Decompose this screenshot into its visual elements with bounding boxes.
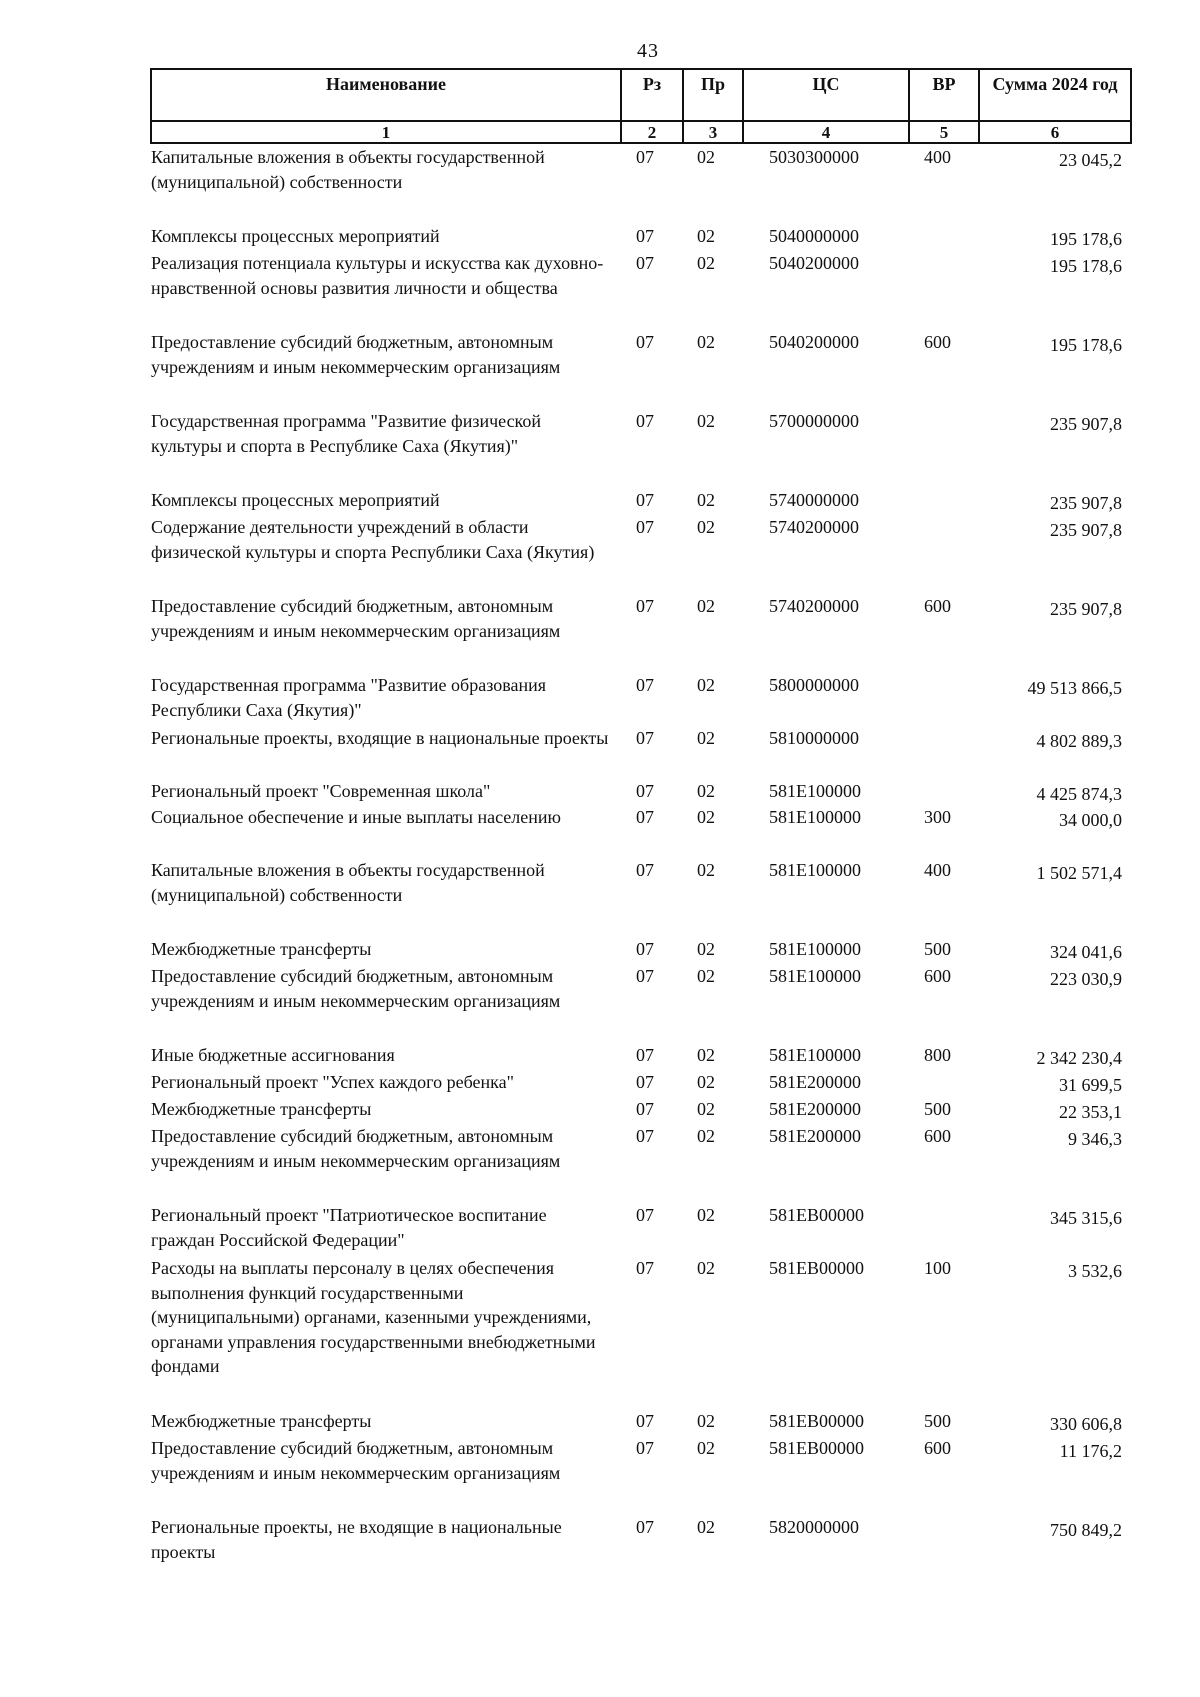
row-cs: 581E200000: [769, 1072, 861, 1092]
row-cs: 581E200000: [769, 1126, 861, 1146]
header-num-5: 5: [909, 121, 979, 143]
row-sum: 22 353,1: [1059, 1102, 1122, 1122]
row-name: Региональные проекты, не входящие в национальные проекты: [151, 1517, 562, 1562]
header-num-1: 1: [151, 121, 621, 143]
row-cs: 5040000000: [769, 226, 859, 246]
row-name: Комплексы процессных мероприятий: [151, 490, 440, 510]
header-vr: ВР: [909, 69, 979, 121]
row-sum: 223 030,9: [1050, 969, 1122, 989]
row-cs: 581E100000: [769, 939, 861, 959]
row-rz: 07: [636, 728, 654, 748]
row-rz: 07: [636, 1126, 654, 1146]
row-vr: 100: [924, 1258, 951, 1278]
row-cs: 581EB00000: [769, 1205, 865, 1225]
row-vr: 500: [924, 1411, 951, 1431]
row-rz: 07: [636, 939, 654, 959]
row-sum: 324 041,6: [1050, 942, 1122, 962]
row-cs: 581E200000: [769, 1099, 861, 1119]
row-sum: 235 907,8: [1050, 414, 1122, 434]
row-sum: 4 802 889,3: [1036, 731, 1122, 751]
row-sum: 750 849,2: [1050, 1520, 1122, 1540]
row-pr: 02: [697, 1126, 715, 1146]
row-name: Предоставление субсидий бюджетным, автономным учреждениям и иным некоммерческим организациям: [151, 1438, 561, 1483]
row-rz: 07: [636, 1517, 654, 1537]
header-cs: ЦС: [743, 69, 909, 121]
row-sum: 235 907,8: [1050, 520, 1122, 540]
row-cs: 5740200000: [769, 517, 859, 537]
row-rz: 07: [636, 1045, 654, 1065]
row-cs: 5810000000: [769, 728, 859, 748]
row-pr: 02: [697, 1099, 715, 1119]
row-name: Иные бюджетные ассигнования: [151, 1045, 395, 1065]
header-name: Наименование: [151, 69, 621, 121]
row-sum: 195 178,6: [1050, 335, 1122, 355]
row-name: Капитальные вложения в объекты государственной (муниципальной) собственности: [151, 860, 545, 905]
row-vr: 400: [924, 147, 951, 167]
row-rz: 07: [636, 966, 654, 986]
row-rz: 07: [636, 1205, 654, 1225]
header-num-3: 3: [683, 121, 743, 143]
row-vr: 300: [924, 807, 951, 827]
row-sum: 34 000,0: [1059, 810, 1122, 830]
row-sum: 4 425 874,3: [1036, 784, 1122, 804]
row-vr: 600: [924, 1126, 951, 1146]
row-name: Содержание деятельности учреждений в области физической культуры и спорта Республики Саха (Якутия): [151, 517, 595, 562]
row-rz: 07: [636, 226, 654, 246]
row-rz: 07: [636, 253, 654, 273]
row-pr: 02: [697, 411, 715, 431]
row-pr: 02: [697, 517, 715, 537]
row-rz: 07: [636, 332, 654, 352]
row-name: Расходы на выплаты персоналу в целях обеспечения выполнения функций государственными (муниципальными) органами, казенными учреждениями, органами управления государственными внебюджетными фондами: [151, 1258, 596, 1376]
row-rz: 07: [636, 517, 654, 537]
row-pr: 02: [697, 1205, 715, 1225]
row-rz: 07: [636, 1438, 654, 1458]
row-rz: 07: [636, 1099, 654, 1119]
header-num-2: 2: [621, 121, 683, 143]
header-pr: Пр: [683, 69, 743, 121]
row-pr: 02: [697, 596, 715, 616]
row-rz: 07: [636, 675, 654, 695]
row-pr: 02: [697, 939, 715, 959]
row-name: Предоставление субсидий бюджетным, автономным учреждениям и иным некоммерческим организациям: [151, 966, 561, 1011]
row-sum: 235 907,8: [1050, 599, 1122, 619]
row-name: Региональный проект "Успех каждого ребенка": [151, 1072, 514, 1092]
header-sum: Сумма 2024 год: [979, 69, 1131, 121]
header-num-4: 4: [743, 121, 909, 143]
row-name: Предоставление субсидий бюджетным, автономным учреждениям и иным некоммерческим организациям: [151, 1126, 561, 1171]
row-cs: 581E100000: [769, 1045, 861, 1065]
row-cs: 581E100000: [769, 807, 861, 827]
row-cs: 581E100000: [769, 781, 861, 801]
page-number: 43: [637, 40, 659, 62]
row-cs: 581EB00000: [769, 1411, 865, 1431]
row-rz: 07: [636, 807, 654, 827]
row-cs: 581E100000: [769, 860, 861, 880]
row-cs: 5030300000: [769, 147, 859, 167]
row-cs: 5820000000: [769, 1517, 859, 1537]
row-name: Региональные проекты, входящие в национальные проекты: [151, 728, 609, 748]
row-cs: 5800000000: [769, 675, 859, 695]
row-cs: 581EB00000: [769, 1258, 865, 1278]
row-rz: 07: [636, 781, 654, 801]
row-pr: 02: [697, 675, 715, 695]
row-pr: 02: [697, 1072, 715, 1092]
row-rz: 07: [636, 1072, 654, 1092]
row-sum: 195 178,6: [1050, 229, 1122, 249]
row-cs: 5040200000: [769, 253, 859, 273]
row-rz: 07: [636, 596, 654, 616]
row-vr: 600: [924, 332, 951, 352]
row-rz: 07: [636, 860, 654, 880]
row-sum: 49 513 866,5: [1027, 678, 1122, 698]
row-pr: 02: [697, 490, 715, 510]
row-name: Межбюджетные трансферты: [151, 1411, 372, 1431]
row-name: Межбюджетные трансферты: [151, 939, 372, 959]
row-rz: 07: [636, 1258, 654, 1278]
row-cs: 5040200000: [769, 332, 859, 352]
row-name: Государственная программа "Развитие образования Республики Саха (Якутия)": [151, 675, 546, 720]
row-pr: 02: [697, 807, 715, 827]
row-rz: 07: [636, 1411, 654, 1431]
row-pr: 02: [697, 1258, 715, 1278]
row-sum: 345 315,6: [1050, 1208, 1122, 1228]
row-name: Капитальные вложения в объекты государственной (муниципальной) собственности: [151, 147, 545, 192]
row-name: Реализация потенциала культуры и искусства как духовно-нравственной основы развития личности и общества: [151, 253, 604, 298]
row-name: Социальное обеспечение и иные выплаты населению: [151, 807, 561, 827]
row-pr: 02: [697, 1411, 715, 1431]
row-pr: 02: [697, 226, 715, 246]
row-cs: 5740200000: [769, 596, 859, 616]
row-sum: 330 606,8: [1050, 1414, 1122, 1434]
row-cs: 5740000000: [769, 490, 859, 510]
row-name: Межбюджетные трансферты: [151, 1099, 372, 1119]
row-cs: 581EB00000: [769, 1438, 865, 1458]
row-sum: 23 045,2: [1059, 150, 1122, 170]
row-rz: 07: [636, 490, 654, 510]
row-sum: 195 178,6: [1050, 256, 1122, 276]
row-sum: 2 342 230,4: [1036, 1048, 1122, 1068]
header-num-6: 6: [979, 121, 1131, 143]
row-vr: 600: [924, 966, 951, 986]
row-sum: 235 907,8: [1050, 493, 1122, 513]
row-sum: 31 699,5: [1059, 1075, 1122, 1095]
row-cs: 581E100000: [769, 966, 861, 986]
row-vr: 600: [924, 596, 951, 616]
row-pr: 02: [697, 1438, 715, 1458]
row-name: Комплексы процессных мероприятий: [151, 226, 440, 246]
row-pr: 02: [697, 781, 715, 801]
row-name: Региональный проект "Патриотическое воспитание граждан Российской Федерации": [151, 1205, 547, 1250]
row-rz: 07: [636, 411, 654, 431]
row-pr: 02: [697, 253, 715, 273]
row-vr: 400: [924, 860, 951, 880]
row-sum: 11 176,2: [1059, 1441, 1122, 1461]
row-rz: 07: [636, 147, 654, 167]
row-name: Предоставление субсидий бюджетным, автономным учреждениям и иным некоммерческим организациям: [151, 596, 561, 641]
row-pr: 02: [697, 860, 715, 880]
row-sum: 3 532,6: [1068, 1261, 1122, 1281]
row-sum: 9 346,3: [1068, 1129, 1122, 1149]
row-sum: 1 502 571,4: [1036, 863, 1122, 883]
row-pr: 02: [697, 966, 715, 986]
row-name: Региональный проект "Современная школа": [151, 781, 491, 801]
row-name: Государственная программа "Развитие физической культуры и спорта в Республике Саха (Якутия)": [151, 411, 542, 456]
row-pr: 02: [697, 1045, 715, 1065]
row-cs: 5700000000: [769, 411, 859, 431]
row-vr: 500: [924, 1099, 951, 1119]
row-vr: 800: [924, 1045, 951, 1065]
row-name: Предоставление субсидий бюджетным, автономным учреждениям и иным некоммерческим организациям: [151, 332, 561, 377]
row-vr: 500: [924, 939, 951, 959]
row-vr: 600: [924, 1438, 951, 1458]
row-pr: 02: [697, 147, 715, 167]
row-pr: 02: [697, 1517, 715, 1537]
row-pr: 02: [697, 728, 715, 748]
row-pr: 02: [697, 332, 715, 352]
header-rz: Рз: [621, 69, 683, 121]
